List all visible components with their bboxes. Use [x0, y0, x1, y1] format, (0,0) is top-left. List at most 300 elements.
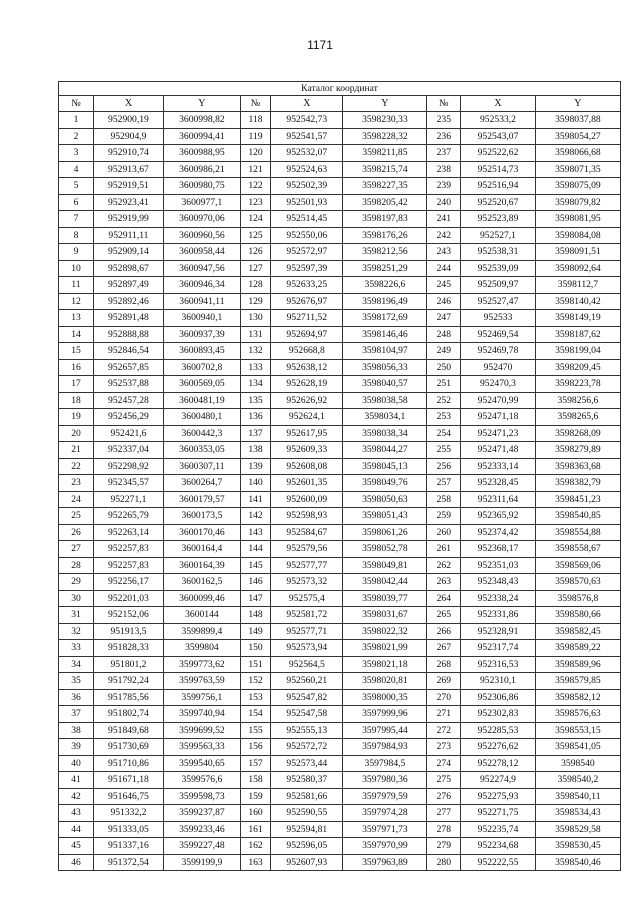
x-coordinate-cell: 952555,13	[271, 722, 343, 739]
x-coordinate-cell: 952694,97	[271, 326, 343, 343]
x-coordinate-cell: 952596,05	[271, 838, 343, 855]
point-number-cell: 6	[59, 194, 94, 211]
y-coordinate-cell: 3599227,48	[163, 838, 240, 855]
x-coordinate-cell: 952522,62	[461, 145, 536, 162]
point-number-cell: 42	[59, 788, 94, 805]
table-row	[59, 755, 621, 772]
x-coordinate-cell: 952257,83	[93, 557, 163, 574]
y-coordinate-cell: 3598149,19	[535, 310, 620, 327]
point-number-cell: 248	[427, 326, 461, 343]
point-number-cell: 262	[427, 557, 461, 574]
point-number-cell: 29	[59, 574, 94, 591]
y-coordinate-cell: 3598034,1	[343, 409, 427, 426]
y-coordinate-cell: 3598045,13	[343, 458, 427, 475]
point-number-cell: 251	[427, 376, 461, 393]
table-row	[59, 689, 621, 706]
x-coordinate-cell: 951332,2	[93, 805, 163, 822]
table-row	[59, 640, 621, 657]
y-coordinate-cell: 3597979,59	[343, 788, 427, 805]
table-title: Каталог координат	[59, 82, 621, 96]
table-row	[59, 541, 621, 558]
point-number-cell: 280	[427, 854, 461, 871]
point-number-cell: 18	[59, 392, 94, 409]
x-coordinate-cell: 952607,93	[271, 854, 343, 871]
point-number-cell: 264	[427, 590, 461, 607]
point-number-cell: 11	[59, 277, 94, 294]
y-coordinate-cell: 3598553,15	[535, 722, 620, 739]
y-coordinate-cell: 3600947,56	[163, 260, 240, 277]
point-number-cell: 145	[240, 557, 270, 574]
y-coordinate-cell: 3600988,95	[163, 145, 240, 162]
point-number-cell: 255	[427, 442, 461, 459]
y-coordinate-cell: 3598540,85	[535, 508, 620, 525]
x-coordinate-cell: 952469,78	[461, 343, 536, 360]
point-number-cell: 153	[240, 689, 270, 706]
y-coordinate-cell: 3597974,28	[343, 805, 427, 822]
point-number-cell: 241	[427, 211, 461, 228]
table-row	[59, 772, 621, 789]
y-coordinate-cell: 3598534,43	[535, 805, 620, 822]
x-coordinate-cell: 952265,79	[93, 508, 163, 525]
x-coordinate-cell: 952274,9	[461, 772, 536, 789]
y-coordinate-cell: 3597984,5	[343, 755, 427, 772]
y-coordinate-cell: 3600164,39	[163, 557, 240, 574]
point-number-cell: 9	[59, 244, 94, 261]
point-number-cell: 238	[427, 161, 461, 178]
y-coordinate-cell: 3598541,05	[535, 739, 620, 756]
point-number-cell: 16	[59, 359, 94, 376]
x-coordinate-cell: 952601,35	[271, 475, 343, 492]
point-number-cell: 119	[240, 128, 270, 145]
point-number-cell: 40	[59, 755, 94, 772]
y-coordinate-cell: 3600970,06	[163, 211, 240, 228]
x-coordinate-cell: 952626,92	[271, 392, 343, 409]
x-coordinate-cell: 952516,94	[461, 178, 536, 195]
y-coordinate-cell: 3598140,42	[535, 293, 620, 310]
point-number-cell: 141	[240, 491, 270, 508]
x-coordinate-cell: 951828,33	[93, 640, 163, 657]
x-coordinate-cell: 952310,1	[461, 673, 536, 690]
x-coordinate-cell: 952328,91	[461, 623, 536, 640]
point-number-cell: 133	[240, 359, 270, 376]
y-coordinate-cell: 3598451,23	[535, 491, 620, 508]
y-coordinate-cell: 3598176,26	[343, 227, 427, 244]
point-number-cell: 146	[240, 574, 270, 591]
x-coordinate-cell: 952509,97	[461, 277, 536, 294]
point-number-cell: 124	[240, 211, 270, 228]
y-coordinate-cell: 3599237,87	[163, 805, 240, 822]
header-number: №	[427, 96, 461, 112]
point-number-cell: 260	[427, 524, 461, 541]
x-coordinate-cell: 952271,75	[461, 805, 536, 822]
x-coordinate-cell: 952538,31	[461, 244, 536, 261]
x-coordinate-cell: 952235,74	[461, 821, 536, 838]
point-number-cell: 13	[59, 310, 94, 327]
x-coordinate-cell: 952201,03	[93, 590, 163, 607]
x-coordinate-cell: 952520,67	[461, 194, 536, 211]
x-coordinate-cell: 952888,88	[93, 326, 163, 343]
point-number-cell: 258	[427, 491, 461, 508]
header-y: Y	[535, 96, 620, 112]
x-coordinate-cell: 952617,95	[271, 425, 343, 442]
y-coordinate-cell: 3598042,44	[343, 574, 427, 591]
x-coordinate-cell: 952919,51	[93, 178, 163, 195]
table-row	[59, 590, 621, 607]
y-coordinate-cell: 3598037,88	[535, 112, 620, 129]
x-coordinate-cell: 952609,33	[271, 442, 343, 459]
point-number-cell: 10	[59, 260, 94, 277]
y-coordinate-cell: 3598529,58	[535, 821, 620, 838]
point-number-cell: 136	[240, 409, 270, 426]
point-number-cell: 244	[427, 260, 461, 277]
x-coordinate-cell: 952470,3	[461, 376, 536, 393]
point-number-cell: 30	[59, 590, 94, 607]
x-coordinate-cell: 952306,86	[461, 689, 536, 706]
x-coordinate-cell: 952539,09	[461, 260, 536, 277]
x-coordinate-cell: 951913,5	[93, 623, 163, 640]
point-number-cell: 152	[240, 673, 270, 690]
table-row	[59, 574, 621, 591]
y-coordinate-cell: 3600998,82	[163, 112, 240, 129]
x-coordinate-cell: 951646,75	[93, 788, 163, 805]
y-coordinate-cell: 3600569,05	[163, 376, 240, 393]
y-coordinate-cell: 3597999,96	[343, 706, 427, 723]
y-coordinate-cell: 3598576,63	[535, 706, 620, 723]
x-coordinate-cell: 952581,66	[271, 788, 343, 805]
point-number-cell: 276	[427, 788, 461, 805]
x-coordinate-cell: 952532,07	[271, 145, 343, 162]
x-coordinate-cell: 952711,52	[271, 310, 343, 327]
point-number-cell: 150	[240, 640, 270, 657]
y-coordinate-cell: 3599773,62	[163, 656, 240, 673]
x-coordinate-cell: 952573,94	[271, 640, 343, 657]
y-coordinate-cell: 3598251,29	[343, 260, 427, 277]
point-number-cell: 137	[240, 425, 270, 442]
y-coordinate-cell: 3599699,52	[163, 722, 240, 739]
y-coordinate-cell: 3600960,56	[163, 227, 240, 244]
y-coordinate-cell: 3598071,35	[535, 161, 620, 178]
point-number-cell: 130	[240, 310, 270, 327]
y-coordinate-cell: 3599233,46	[163, 821, 240, 838]
y-coordinate-cell: 3598000,35	[343, 689, 427, 706]
point-number-cell: 121	[240, 161, 270, 178]
point-number-cell: 269	[427, 673, 461, 690]
point-number-cell: 235	[427, 112, 461, 129]
table-row	[59, 788, 621, 805]
x-coordinate-cell: 952564,5	[271, 656, 343, 673]
x-coordinate-cell: 952234,68	[461, 838, 536, 855]
y-coordinate-cell: 3598056,33	[343, 359, 427, 376]
point-number-cell: 267	[427, 640, 461, 657]
point-number-cell: 253	[427, 409, 461, 426]
x-coordinate-cell: 952638,12	[271, 359, 343, 376]
header-row	[59, 96, 621, 112]
point-number-cell: 126	[240, 244, 270, 261]
y-coordinate-cell: 3597980,36	[343, 772, 427, 789]
point-number-cell: 261	[427, 541, 461, 558]
point-number-cell: 245	[427, 277, 461, 294]
x-coordinate-cell: 952421,6	[93, 425, 163, 442]
table-row	[59, 376, 621, 393]
y-coordinate-cell: 3597995,44	[343, 722, 427, 739]
x-coordinate-cell: 952302,83	[461, 706, 536, 723]
header-x: X	[271, 96, 343, 112]
x-coordinate-cell: 952527,47	[461, 293, 536, 310]
y-coordinate-cell: 3598196,49	[343, 293, 427, 310]
table-row	[59, 260, 621, 277]
table-row	[59, 442, 621, 459]
y-coordinate-cell: 3600307,11	[163, 458, 240, 475]
point-number-cell: 127	[240, 260, 270, 277]
y-coordinate-cell: 3598081,95	[535, 211, 620, 228]
point-number-cell: 21	[59, 442, 94, 459]
x-coordinate-cell: 951730,69	[93, 739, 163, 756]
x-coordinate-cell: 952909,14	[93, 244, 163, 261]
point-number-cell: 236	[427, 128, 461, 145]
table-row	[59, 623, 621, 640]
point-number-cell: 157	[240, 755, 270, 772]
table-row	[59, 178, 621, 195]
y-coordinate-cell: 3599563,33	[163, 739, 240, 756]
x-coordinate-cell: 952470	[461, 359, 536, 376]
table-row	[59, 524, 621, 541]
x-coordinate-cell: 952348,43	[461, 574, 536, 591]
x-coordinate-cell: 952345,57	[93, 475, 163, 492]
y-coordinate-cell: 3598227,35	[343, 178, 427, 195]
y-coordinate-cell: 3600144	[163, 607, 240, 624]
point-number-cell: 31	[59, 607, 94, 624]
y-coordinate-cell: 3598079,82	[535, 194, 620, 211]
x-coordinate-cell: 952317,74	[461, 640, 536, 657]
table-row	[59, 656, 621, 673]
y-coordinate-cell: 3598044,27	[343, 442, 427, 459]
point-number-cell: 278	[427, 821, 461, 838]
x-coordinate-cell: 952365,92	[461, 508, 536, 525]
y-coordinate-cell: 3598530,45	[535, 838, 620, 855]
y-coordinate-cell: 3598209,45	[535, 359, 620, 376]
x-coordinate-cell: 952527,1	[461, 227, 536, 244]
x-coordinate-cell: 952897,49	[93, 277, 163, 294]
x-coordinate-cell: 952298,92	[93, 458, 163, 475]
y-coordinate-cell: 3600179,57	[163, 491, 240, 508]
y-coordinate-cell: 3598582,45	[535, 623, 620, 640]
point-number-cell: 5	[59, 178, 94, 195]
y-coordinate-cell: 3600173,5	[163, 508, 240, 525]
point-number-cell: 131	[240, 326, 270, 343]
x-coordinate-cell: 952628,19	[271, 376, 343, 393]
y-coordinate-cell: 3598215,74	[343, 161, 427, 178]
x-coordinate-cell: 952316,53	[461, 656, 536, 673]
y-coordinate-cell: 3598091,51	[535, 244, 620, 261]
x-coordinate-cell: 952256,17	[93, 574, 163, 591]
point-number-cell: 44	[59, 821, 94, 838]
table-row	[59, 293, 621, 310]
y-coordinate-cell: 3598199,04	[535, 343, 620, 360]
y-coordinate-cell: 3600937,39	[163, 326, 240, 343]
point-number-cell: 17	[59, 376, 94, 393]
point-number-cell: 15	[59, 343, 94, 360]
point-number-cell: 263	[427, 574, 461, 591]
table-row	[59, 211, 621, 228]
x-coordinate-cell: 952328,45	[461, 475, 536, 492]
x-coordinate-cell: 952501,93	[271, 194, 343, 211]
point-number-cell: 151	[240, 656, 270, 673]
y-coordinate-cell: 3598104,97	[343, 343, 427, 360]
point-number-cell: 118	[240, 112, 270, 129]
y-coordinate-cell: 3598084,08	[535, 227, 620, 244]
y-coordinate-cell: 3600958,44	[163, 244, 240, 261]
x-coordinate-cell: 952575,4	[271, 590, 343, 607]
point-number-cell: 155	[240, 722, 270, 739]
table-row	[59, 508, 621, 525]
x-coordinate-cell: 952524,63	[271, 161, 343, 178]
x-coordinate-cell: 952577,71	[271, 623, 343, 640]
x-coordinate-cell: 952579,56	[271, 541, 343, 558]
y-coordinate-cell: 3598021,99	[343, 640, 427, 657]
point-number-cell: 24	[59, 491, 94, 508]
y-coordinate-cell: 3598051,43	[343, 508, 427, 525]
table-row	[59, 706, 621, 723]
point-number-cell: 1	[59, 112, 94, 129]
x-coordinate-cell: 952891,48	[93, 310, 163, 327]
table-row	[59, 607, 621, 624]
x-coordinate-cell: 951849,68	[93, 722, 163, 739]
y-coordinate-cell: 3598020,81	[343, 673, 427, 690]
point-number-cell: 135	[240, 392, 270, 409]
point-number-cell: 19	[59, 409, 94, 426]
point-number-cell: 277	[427, 805, 461, 822]
y-coordinate-cell: 3600940,1	[163, 310, 240, 327]
y-coordinate-cell: 3600941,11	[163, 293, 240, 310]
y-coordinate-cell: 3598039,77	[343, 590, 427, 607]
point-number-cell: 142	[240, 508, 270, 525]
table-row	[59, 310, 621, 327]
table-row	[59, 145, 621, 162]
table-row	[59, 854, 621, 871]
point-number-cell: 14	[59, 326, 94, 343]
table-row	[59, 821, 621, 838]
x-coordinate-cell: 952331,86	[461, 607, 536, 624]
point-number-cell: 265	[427, 607, 461, 624]
x-coordinate-cell: 952543,07	[461, 128, 536, 145]
point-number-cell: 274	[427, 755, 461, 772]
x-coordinate-cell: 952263,14	[93, 524, 163, 541]
x-coordinate-cell: 952584,67	[271, 524, 343, 541]
point-number-cell: 271	[427, 706, 461, 723]
point-number-cell: 43	[59, 805, 94, 822]
y-coordinate-cell: 3600264,7	[163, 475, 240, 492]
x-coordinate-cell: 952541,57	[271, 128, 343, 145]
point-number-cell: 250	[427, 359, 461, 376]
point-number-cell: 132	[240, 343, 270, 360]
x-coordinate-cell: 952470,99	[461, 392, 536, 409]
y-coordinate-cell: 3598540	[535, 755, 620, 772]
y-coordinate-cell: 3600977,1	[163, 194, 240, 211]
y-coordinate-cell: 3598022,32	[343, 623, 427, 640]
y-coordinate-cell: 3600170,46	[163, 524, 240, 541]
table-row	[59, 128, 621, 145]
header-y: Y	[343, 96, 427, 112]
point-number-cell: 275	[427, 772, 461, 789]
point-number-cell: 147	[240, 590, 270, 607]
y-coordinate-cell: 3599540,65	[163, 755, 240, 772]
y-coordinate-cell: 3598230,33	[343, 112, 427, 129]
y-coordinate-cell: 3598092,64	[535, 260, 620, 277]
x-coordinate-cell: 952374,42	[461, 524, 536, 541]
y-coordinate-cell: 3598570,63	[535, 574, 620, 591]
x-coordinate-cell: 951710,86	[93, 755, 163, 772]
point-number-cell: 34	[59, 656, 94, 673]
y-coordinate-cell: 3600353,05	[163, 442, 240, 459]
x-coordinate-cell: 952668,8	[271, 343, 343, 360]
point-number-cell: 38	[59, 722, 94, 739]
y-coordinate-cell: 3599763,59	[163, 673, 240, 690]
y-coordinate-cell: 3598066,68	[535, 145, 620, 162]
x-coordinate-cell: 952152,06	[93, 607, 163, 624]
x-coordinate-cell: 952351,03	[461, 557, 536, 574]
y-coordinate-cell: 3598268,09	[535, 425, 620, 442]
x-coordinate-cell: 951792,24	[93, 673, 163, 690]
table-row	[59, 277, 621, 294]
point-number-cell: 279	[427, 838, 461, 855]
x-coordinate-cell: 952633,25	[271, 277, 343, 294]
x-coordinate-cell: 951785,56	[93, 689, 163, 706]
y-coordinate-cell: 3600162,5	[163, 574, 240, 591]
point-number-cell: 35	[59, 673, 94, 690]
y-coordinate-cell: 3598554,88	[535, 524, 620, 541]
y-coordinate-cell: 3600986,21	[163, 161, 240, 178]
point-number-cell: 8	[59, 227, 94, 244]
point-number-cell: 23	[59, 475, 94, 492]
point-number-cell: 247	[427, 310, 461, 327]
y-coordinate-cell: 3598075,09	[535, 178, 620, 195]
point-number-cell: 249	[427, 343, 461, 360]
x-coordinate-cell: 952471,23	[461, 425, 536, 442]
point-number-cell: 125	[240, 227, 270, 244]
point-number-cell: 237	[427, 145, 461, 162]
table-row	[59, 739, 621, 756]
point-number-cell: 32	[59, 623, 94, 640]
y-coordinate-cell: 3598265,6	[535, 409, 620, 426]
point-number-cell: 266	[427, 623, 461, 640]
point-number-cell: 140	[240, 475, 270, 492]
x-coordinate-cell: 952911,11	[93, 227, 163, 244]
header-number: №	[240, 96, 270, 112]
x-coordinate-cell: 952657,85	[93, 359, 163, 376]
point-number-cell: 144	[240, 541, 270, 558]
header-number: №	[59, 96, 94, 112]
y-coordinate-cell: 3598382,79	[535, 475, 620, 492]
point-number-cell: 242	[427, 227, 461, 244]
y-coordinate-cell: 3598054,27	[535, 128, 620, 145]
header-y: Y	[163, 96, 240, 112]
point-number-cell: 36	[59, 689, 94, 706]
x-coordinate-cell: 952514,45	[271, 211, 343, 228]
y-coordinate-cell: 3598589,22	[535, 640, 620, 657]
point-number-cell: 139	[240, 458, 270, 475]
point-number-cell: 161	[240, 821, 270, 838]
table-row	[59, 722, 621, 739]
y-coordinate-cell: 3598031,67	[343, 607, 427, 624]
x-coordinate-cell: 952333,14	[461, 458, 536, 475]
x-coordinate-cell: 952547,82	[271, 689, 343, 706]
x-coordinate-cell: 952457,28	[93, 392, 163, 409]
x-coordinate-cell: 952919,99	[93, 211, 163, 228]
y-coordinate-cell: 3598112,7	[535, 277, 620, 294]
table-row	[59, 326, 621, 343]
y-coordinate-cell: 3598205,42	[343, 194, 427, 211]
point-number-cell: 149	[240, 623, 270, 640]
